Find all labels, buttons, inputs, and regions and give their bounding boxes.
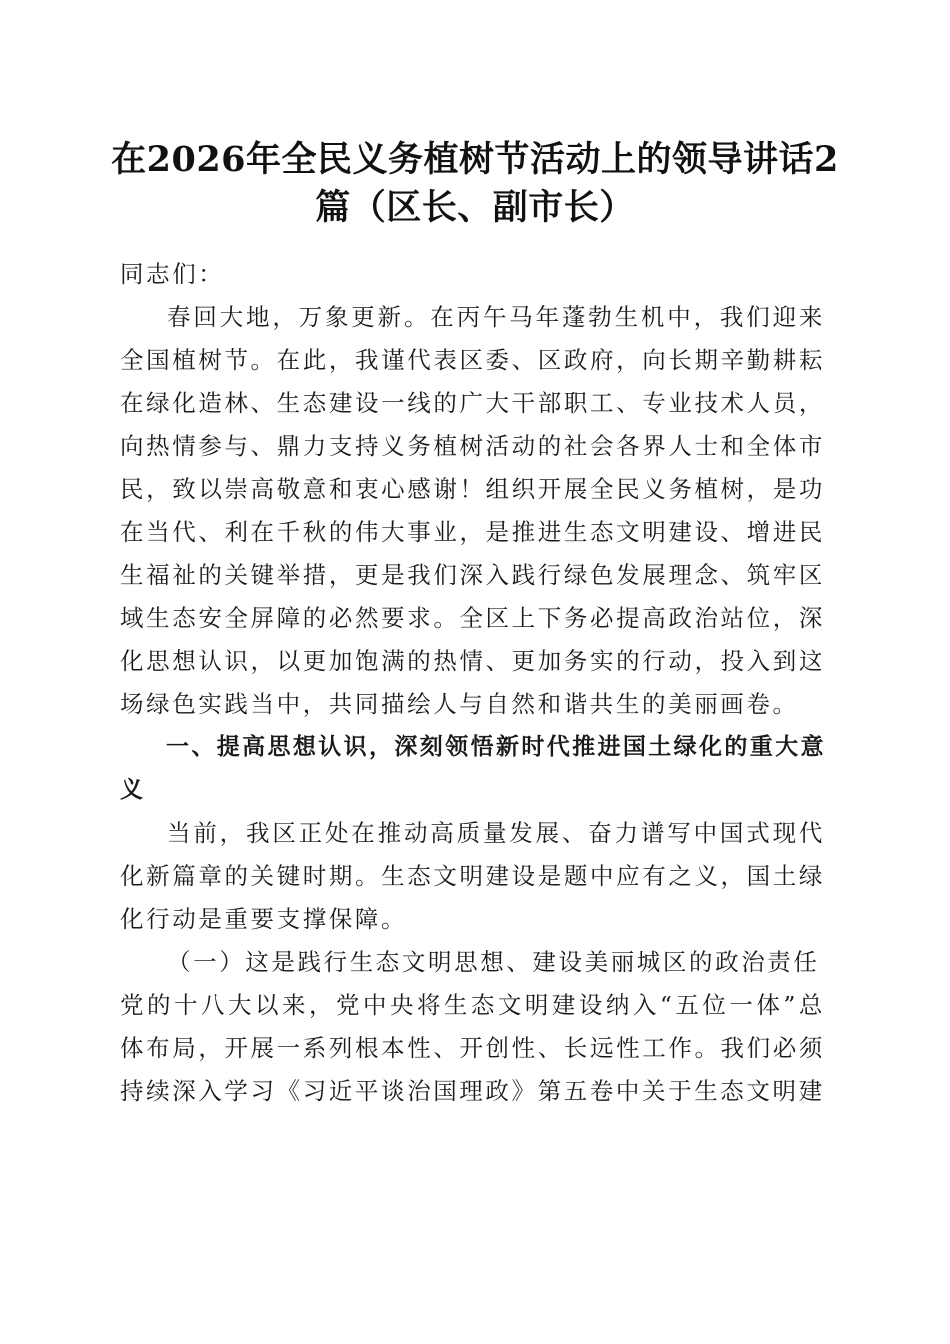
section-heading-1: 一、提高思想认识，深刻领悟新时代推进国土绿化的重大意义 <box>120 734 825 803</box>
salutation: 同志们： <box>120 260 225 288</box>
paragraph-section-1-intro: 当前，我区正处在推动高质量发展、奋力谱写中国式现代化新篇章的关键时期。生态文明建设是题中应有之义，国土绿化行动是重要支撑保障。 <box>120 819 825 933</box>
subheading-1: （一）这是践行生态文明思想、建设美丽城区的政治责任 <box>167 948 820 976</box>
document-body <box>120 253 825 1113</box>
paragraph-opening: 春回大地，万象更新。在丙午马年蓬勃生机中，我们迎来全国植树节。在此，我谨代表区委、区政府，向长期辛勤耕耘在绿化造林、生态建设一线的广大干部职工、专业技术人员，向热情参与、鼎力支持义务植树活动的社会各界人士和全体市民，致以崇高敬意和衷心感谢！组织开展全民义务植树，是功在当代、利在千秋的伟大事业，是推进生态文明建设、增进民生福祉的关键举措，更是我们深入践行绿色发展理念、筑牢区域生态安全屏障的必然要求。全区上下务必提高政治站位，深化思想认识，以更加饱满的热情、更加务实的行动，投入到这场绿色实践当中，共同描绘人与自然和谐共生的美丽画卷。 <box>120 303 825 718</box>
paragraph-subsection-1: 党的十八大以来，党中央将生态文明建设纳入“五位一体”总体布局，开展一系列根本性、开创性、长远性工作。我们必须持续深入学习《习近平谈治国理政》第五卷中关于生态文明建 <box>120 991 825 1105</box>
document-title: 在2026年全民义务植树节活动上的领导讲话2篇（区长、副市长） <box>111 139 839 228</box>
